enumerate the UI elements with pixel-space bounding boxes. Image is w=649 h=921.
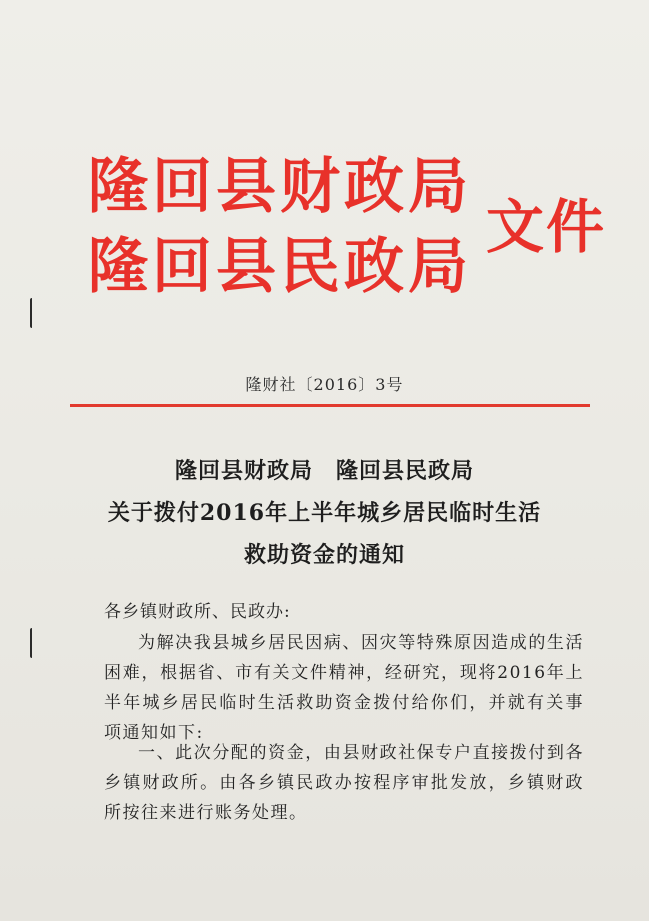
- issuing-agency-civil-affairs: 隆回县民政局: [88, 232, 472, 302]
- salutation: 各乡镇财政所、民政办:: [104, 602, 291, 622]
- body-paragraph-2: 一、此次分配的资金，由县财政社保专户直接拨付到各乡镇财政所。由各乡镇民政办按程序审批发放，乡镇财政所按往来进行账务处理。: [104, 743, 584, 823]
- issuing-agency-finance: 隆回县财政局: [88, 152, 472, 222]
- document-title: [0, 450, 649, 576]
- title-line-1: 隆回县财政局 隆回县民政局: [174, 458, 474, 484]
- red-separator-line: [70, 404, 590, 407]
- binding-hole-mark: [30, 628, 36, 658]
- binding-hole-mark: [30, 298, 36, 328]
- document-letterhead: [88, 150, 608, 320]
- document-number: 隆财社〔2016〕3号: [245, 375, 404, 394]
- document-type-label: 文件: [486, 193, 607, 261]
- title-line-3: 救助资金的通知: [243, 542, 405, 568]
- title-line-2: 关于拨付2016年上半年城乡居民临时生活: [107, 500, 542, 526]
- body-paragraph-1: 为解决我县城乡居民因病、因灾等特殊原因造成的生活困难，根据省、市有关文件精神，经研究，现将2016年上半年城乡居民临时生活救助资金拨付给你们，并就有关事项通知如下:: [104, 633, 584, 743]
